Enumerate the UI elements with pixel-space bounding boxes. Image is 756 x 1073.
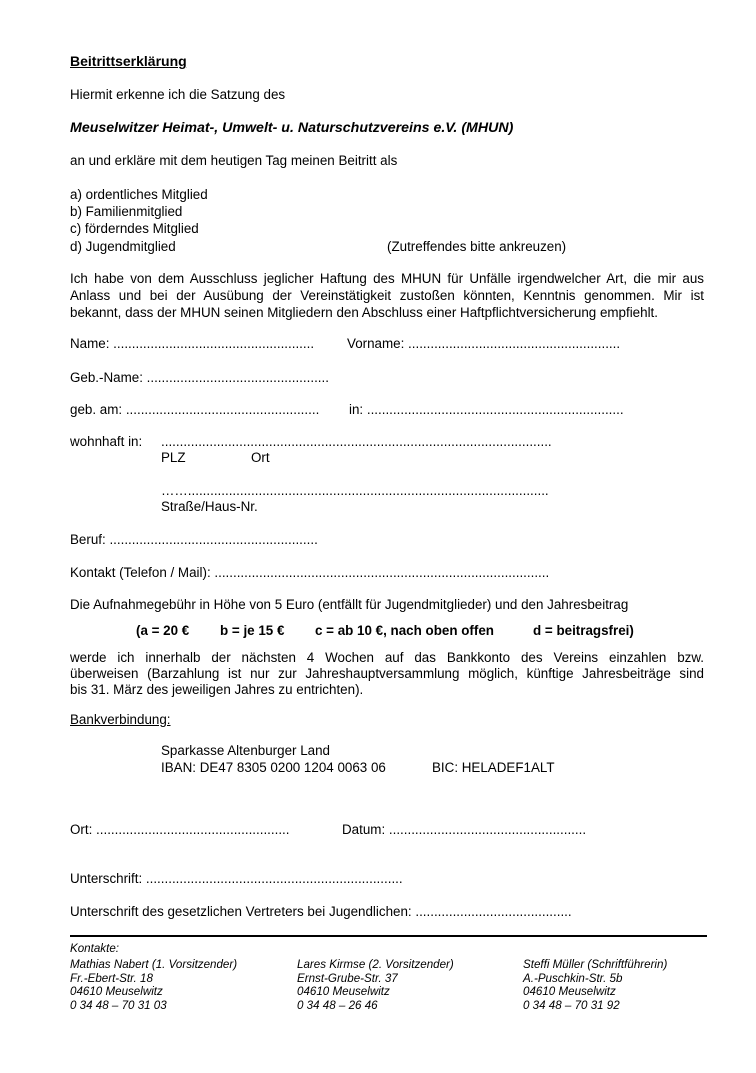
contact-phone: 0 34 48 – 26 46 bbox=[297, 998, 378, 1012]
vertreter-unterschrift-field[interactable]: Unterschrift des gesetzlichen Vertreters bei Jugendlichen: .......................................... bbox=[70, 904, 572, 919]
footer-divider bbox=[70, 935, 707, 937]
option-foerdernd[interactable]: c) förderndes Mitglied bbox=[70, 221, 199, 236]
liability-line-3: bekannt, dass der MHUN seinen Mitgliedern den Abschluss einer Haftpflichtversicherung empfiehlt. bbox=[70, 305, 658, 320]
ort-label: Ort bbox=[251, 450, 270, 465]
contact-card bbox=[297, 958, 454, 1012]
payment-line-3: bis 31. März des jeweiligen Jahres zu entrichten). bbox=[70, 682, 364, 697]
contact-phone: 0 34 48 – 70 31 03 bbox=[70, 998, 167, 1012]
payment-line-1: werde ich innerhalb der nächsten 4 Wochen auf das Bankkonto des Vereins einzahlen bzw. bbox=[70, 650, 704, 665]
contact-card bbox=[70, 958, 237, 1012]
plz-label: PLZ bbox=[161, 450, 186, 465]
option-jugend[interactable]: d) Jugendmitglied bbox=[70, 239, 176, 254]
contact-city: 04610 Meuselwitz bbox=[523, 985, 616, 998]
fee-b: b = je 15 € bbox=[220, 623, 285, 638]
wohnhaft-label: wohnhaft in: bbox=[70, 434, 143, 449]
bank-bic: BIC: HELADEF1ALT bbox=[432, 760, 555, 775]
fee-c: c = ab 10 €, nach oben offen bbox=[315, 623, 494, 638]
contact-name: Mathias Nabert (1. Vorsitzender) bbox=[70, 958, 238, 971]
payment-line-2: überweisen (Barzahlung ist nur zur Jahreshauptversammlung möglich, künftige Jahresbeiträge sind bbox=[70, 666, 704, 681]
tick-note: (Zutreffendes bitte ankreuzen) bbox=[387, 239, 567, 254]
liability-line-1: Ich habe von dem Ausschluss jeglicher Haftung des MHUN für Unfälle irgendwelcher Art, die mir aus bbox=[70, 271, 704, 286]
contact-street: A.-Puschkin-Str. 5b bbox=[523, 971, 623, 985]
geburtsdatum-field[interactable]: geb. am: .................................................... bbox=[70, 402, 320, 417]
option-familie[interactable]: b) Familienmitglied bbox=[70, 204, 183, 219]
bank-heading: Bankverbindung: bbox=[70, 712, 171, 727]
contact-card bbox=[523, 958, 667, 1012]
form-heading: Beitrittserklärung bbox=[70, 53, 187, 69]
liability-line-2: Anlass und bei der Ausübung der Vereinstätigkeit zustoßen könnten, Kenntnis genommen. Mir ist bbox=[70, 288, 704, 303]
kontakt-field[interactable]: Kontakt (Telefon / Mail): .......................................................................................... bbox=[70, 565, 550, 580]
fee-d: d = beitragsfrei) bbox=[533, 623, 634, 638]
bank-iban: IBAN: DE47 8305 0200 1204 0063 06 bbox=[161, 760, 386, 775]
contact-street: Fr.-Ebert-Str. 18 bbox=[70, 971, 153, 985]
address-line-1-field[interactable]: ......................................................................................................... bbox=[161, 434, 552, 449]
address-line-2-field[interactable]: ……................................................................................................. bbox=[161, 483, 549, 498]
strasse-label: Straße/Haus-Nr. bbox=[161, 499, 258, 514]
sign-datum-field[interactable]: Datum: ..................................................... bbox=[342, 822, 587, 837]
contact-city: 04610 Meuselwitz bbox=[70, 985, 163, 998]
footer-contacts-label: Kontakte: bbox=[70, 942, 119, 955]
geburtsort-field[interactable]: in: ..................................................................... bbox=[349, 402, 624, 417]
option-ordentlich[interactable]: a) ordentliches Mitglied bbox=[70, 187, 208, 202]
fee-intro: Die Aufnahmegebühr in Höhe von 5 Euro (entfällt für Jugendmitglieder) und den Jahresbeitrag bbox=[70, 597, 629, 612]
fee-a: (a = 20 € bbox=[136, 623, 190, 638]
name-field[interactable]: Name: ...................................................... bbox=[70, 336, 315, 351]
intro-text-2: an und erkläre mit dem heutigen Tag meinen Beitritt als bbox=[70, 153, 398, 168]
contact-name: Lares Kirmse (2. Vorsitzender) bbox=[297, 958, 454, 971]
contact-name: Steffi Müller (Schriftführerin) bbox=[523, 958, 668, 971]
unterschrift-field[interactable]: Unterschrift: ..................................................................... bbox=[70, 871, 403, 886]
beruf-field[interactable]: Beruf: ........................................................ bbox=[70, 532, 318, 547]
bank-name: Sparkasse Altenburger Land bbox=[161, 743, 330, 758]
vorname-field[interactable]: Vorname: ......................................................... bbox=[347, 336, 621, 351]
intro-text-1: Hiermit erkenne ich die Satzung des bbox=[70, 87, 286, 102]
contact-phone: 0 34 48 – 70 31 92 bbox=[523, 998, 620, 1012]
organization-name: Meuselwitzer Heimat-, Umwelt- u. Naturschutzvereins e.V. (MHUN) bbox=[70, 120, 514, 136]
sign-ort-field[interactable]: Ort: .................................................... bbox=[70, 822, 290, 837]
geburtsname-field[interactable]: Geb.-Name: ................................................. bbox=[70, 370, 329, 385]
contact-city: 04610 Meuselwitz bbox=[297, 985, 390, 998]
contact-street: Ernst-Grube-Str. 37 bbox=[297, 971, 398, 985]
